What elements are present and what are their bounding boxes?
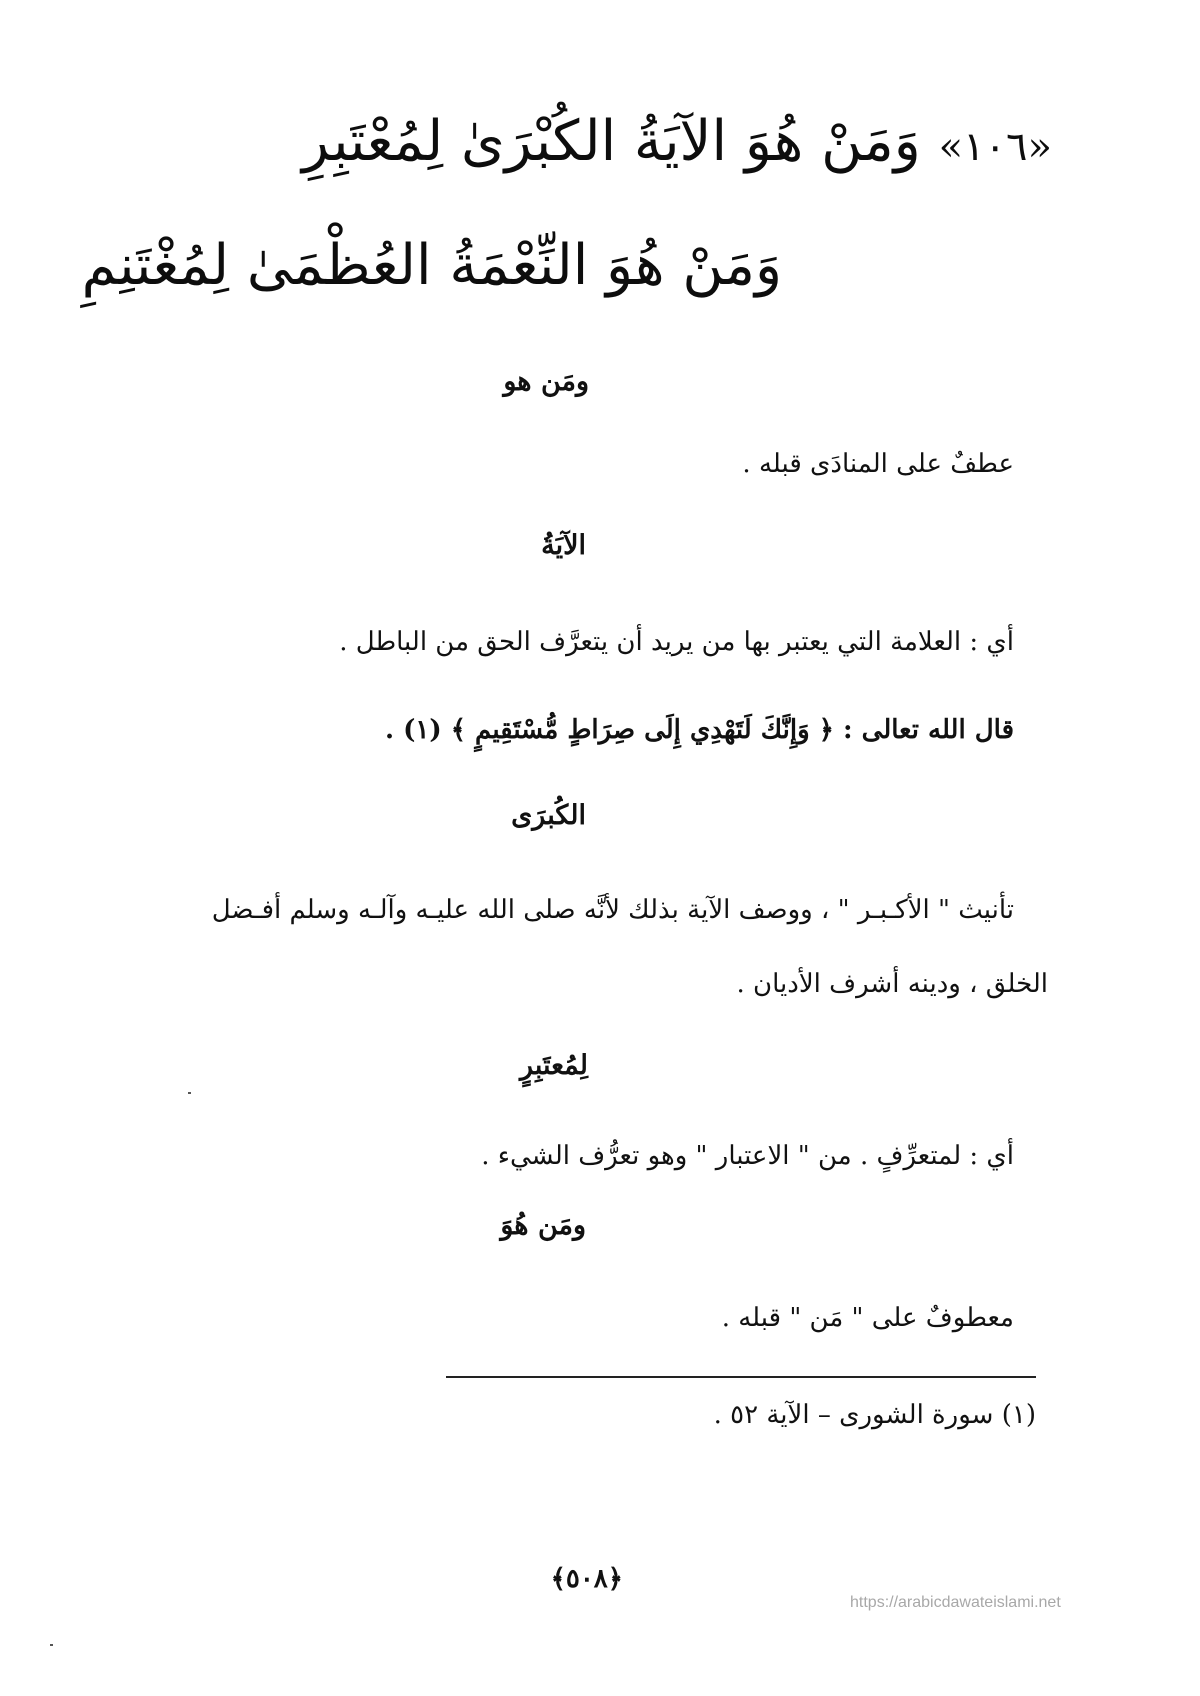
quran-quote-line: قال الله تعالى : ﴿ وَإِنَّكَ لَتَهْدِي إِلَى صِرَاطٍ مُّسْتَقِيمٍ ﴾ (١) .	[385, 715, 1014, 745]
section-text-line: عطفٌ على المنادَى قبله .	[742, 449, 1014, 479]
verse-line-1	[302, 108, 1052, 175]
section-heading-al-aya: الآيَةُ	[541, 530, 586, 561]
section-heading-al-kubra: الكُبرَى	[511, 800, 586, 831]
scan-speck	[188, 1092, 191, 1094]
footnote: (١) سورة الشورى – الآية ٥٢ .	[713, 1400, 1036, 1430]
verse-line-2: وَمَنْ هُوَ النِّعْمَةُ العُظْمَىٰ لِمُغْتَنِمِ	[81, 233, 782, 298]
section-heading-waman-huwa-2: ومَن هُوَ	[500, 1210, 586, 1241]
section-heading-waman-huwa: ومَن هو	[503, 366, 589, 397]
section-text-line: معطوفٌ على " مَن " قبله .	[721, 1303, 1014, 1333]
section-text-line: أي : لمتعرِّفٍ . من " الاعتبار " وهو تعرُّف الشيء .	[481, 1141, 1014, 1171]
section-text-line: الخلق ، ودينه أشرف الأديان .	[736, 969, 1048, 999]
page-number: ﴿٥٠٨﴾	[550, 1564, 623, 1594]
verse-line-1-text: وَمَنْ هُوَ الآيَةُ الكُبْرَىٰ لِمُعْتَبِرِ	[302, 109, 921, 174]
scan-speck	[50, 1644, 53, 1646]
section-text-line: أي : العلامة التي يعتبر بها من يريد أن يتعرَّف الحق من الباطل .	[339, 627, 1014, 657]
watermark-url: https://arabicdawateislami.net	[850, 1594, 1061, 1611]
footnote-separator	[446, 1376, 1036, 1378]
section-text-line: تأنيث " الأكـبـر " ، ووصف الآية بذلك لأنَّه صلى الله عليـه وآلـه وسلم أفـضل	[211, 895, 1014, 925]
verse-number: «١٠٦»	[938, 124, 1052, 170]
section-heading-li-mutabir: لِمُعتَبِرٍ	[519, 1050, 588, 1081]
